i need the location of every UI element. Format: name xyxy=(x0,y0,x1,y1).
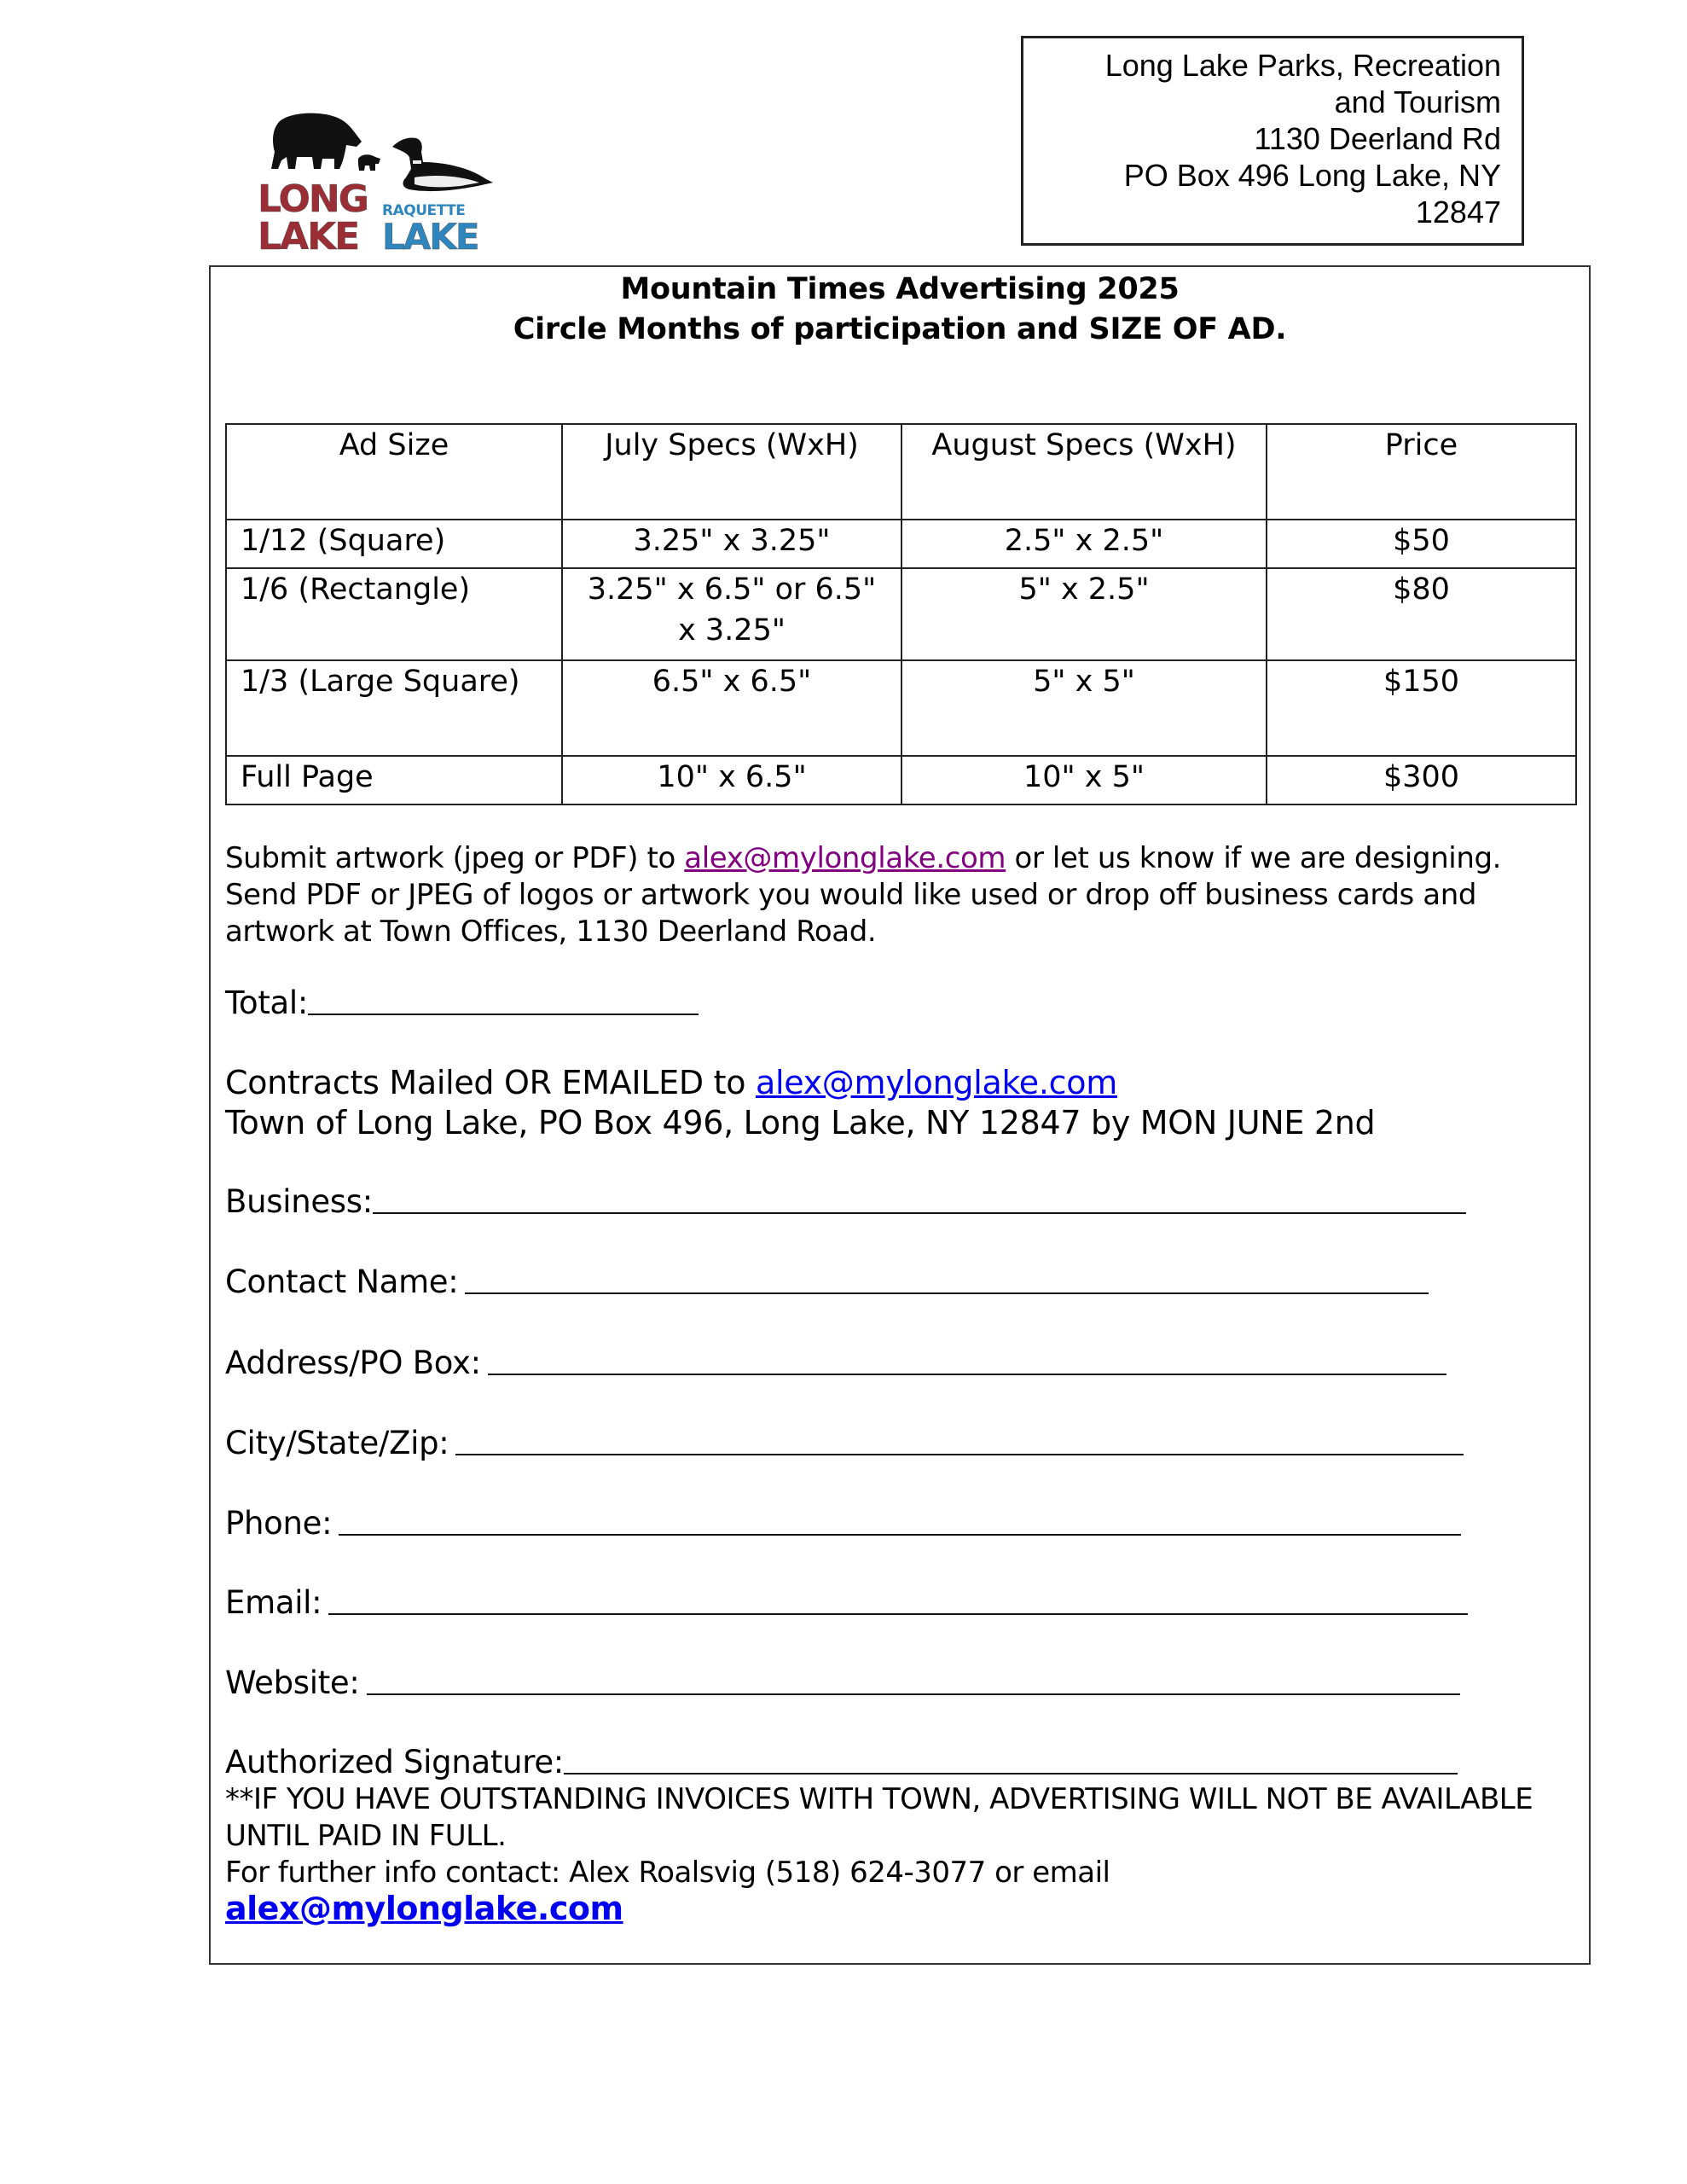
phone-label: Phone: xyxy=(225,1505,333,1542)
contact-name-label: Contact Name: xyxy=(225,1263,459,1300)
contact-email-link[interactable]: alex@mylonglake.com xyxy=(225,1890,623,1927)
phone-input-line[interactable] xyxy=(339,1534,1461,1536)
form-title-block xyxy=(211,267,1589,350)
cell-august-spec[interactable]: 2.5" x 2.5" xyxy=(901,520,1267,568)
business-input-line[interactable] xyxy=(373,1212,1466,1214)
contact-name-field[interactable] xyxy=(225,1263,1429,1302)
submit-text-after: or let us know if we are designing. Send PDF or JPEG of logos or artwork you would like used or drop off business cards and artwork at Town Offices, 1130 Deerland Road. xyxy=(225,841,1502,949)
cell-ad-size[interactable]: Full Page xyxy=(226,756,562,804)
cell-ad-size[interactable]: 1/12 (Square) xyxy=(226,520,562,568)
cell-august-spec[interactable]: 10" x 5" xyxy=(901,756,1267,804)
address-label: Address/PO Box: xyxy=(225,1345,481,1381)
address-line: Long Lake Parks, Recreation xyxy=(1104,48,1501,83)
total-field[interactable] xyxy=(225,984,699,1023)
address-box xyxy=(1021,36,1524,246)
cell-july-spec[interactable]: 3.25" x 6.5" or 6.5" x 3.25" xyxy=(562,568,901,660)
form-subtitle: Circle Months of participation and SIZE OF AD. xyxy=(513,312,1287,346)
website-input-line[interactable] xyxy=(367,1693,1460,1695)
table-row[interactable] xyxy=(226,568,1576,660)
bear-icon xyxy=(271,113,380,171)
website-field[interactable] xyxy=(225,1664,1460,1703)
contact-email-wrap xyxy=(225,1891,1581,1929)
website-label: Website: xyxy=(225,1664,360,1701)
header-price: Price xyxy=(1267,424,1576,520)
total-input-line[interactable] xyxy=(308,1014,699,1015)
table-header-row xyxy=(226,424,1576,520)
ad-size-table xyxy=(225,423,1577,805)
submit-text-before: Submit artwork (jpeg or PDF) to xyxy=(225,841,685,875)
signature-label: Authorized Signature: xyxy=(225,1744,564,1780)
cell-price: $80 xyxy=(1267,568,1576,660)
submit-email-link[interactable]: alex@mylonglake.com xyxy=(684,841,1006,875)
outstanding-invoices-notice: **IF YOU HAVE OUTSTANDING INVOICES WITH TOWN, ADVERTISING WILL NOT BE AVAILABLE UNTIL PAID IN FULL. xyxy=(225,1782,1533,1853)
address-line: PO Box 496 Long Lake, NY xyxy=(1123,158,1501,193)
address-line: and Tourism xyxy=(1334,84,1501,119)
further-info-contact: For further info contact: Alex Roalsvig (518) 624-3077 or email xyxy=(225,1856,1110,1890)
cell-ad-size[interactable]: 1/3 (Large Square) xyxy=(226,660,562,756)
header-july-specs: July Specs (WxH) xyxy=(562,424,901,520)
contracts-email-link[interactable]: alex@mylonglake.com xyxy=(755,1064,1117,1101)
table-row[interactable] xyxy=(226,756,1576,804)
cell-july-spec[interactable]: 3.25" x 3.25" xyxy=(562,520,901,568)
business-label: Business: xyxy=(225,1183,373,1220)
header-ad-size: Ad Size xyxy=(226,424,562,520)
address-input-line[interactable] xyxy=(488,1374,1446,1375)
city-state-zip-input-line[interactable] xyxy=(455,1454,1464,1455)
contact-name-input-line[interactable] xyxy=(465,1292,1429,1294)
cell-ad-size[interactable]: 1/6 (Rectangle) xyxy=(226,568,562,660)
contracts-address: Town of Long Lake, PO Box 496, Long Lake, NY 12847 by MON JUNE 2nd xyxy=(225,1104,1376,1141)
email-field[interactable] xyxy=(225,1583,1468,1623)
city-state-zip-field[interactable] xyxy=(225,1424,1464,1463)
cell-july-spec[interactable]: 6.5" x 6.5" xyxy=(562,660,901,756)
header-august-specs: August Specs (WxH) xyxy=(901,424,1267,520)
loon-icon xyxy=(392,137,493,191)
contracts-paragraph xyxy=(225,1063,1581,1143)
long-lake-raquette-lake-logo xyxy=(256,109,503,254)
submit-artwork-paragraph xyxy=(225,840,1581,950)
address-field[interactable] xyxy=(225,1344,1446,1383)
logo-text-raquette-lake: LAKE xyxy=(382,216,478,254)
email-input-line[interactable] xyxy=(328,1613,1468,1615)
table-row[interactable] xyxy=(226,660,1576,756)
email-label: Email: xyxy=(225,1584,322,1621)
cell-price: $150 xyxy=(1267,660,1576,756)
contracts-text: Contracts Mailed OR EMAILED to xyxy=(225,1064,756,1101)
cell-august-spec[interactable]: 5" x 2.5" xyxy=(901,568,1267,660)
signature-field[interactable] xyxy=(225,1743,1458,1782)
logo-text-raquette: RAQUETTE xyxy=(382,202,466,219)
business-field[interactable] xyxy=(225,1182,1466,1222)
phone-field[interactable] xyxy=(225,1504,1461,1543)
logo-text-lake: LAKE xyxy=(258,215,359,254)
logo-text-long: LONG xyxy=(258,177,368,221)
address-line: 12847 xyxy=(1415,195,1501,229)
table-row[interactable] xyxy=(226,520,1576,568)
cell-august-spec[interactable]: 5" x 5" xyxy=(901,660,1267,756)
cell-july-spec[interactable]: 10" x 6.5" xyxy=(562,756,901,804)
logo-graphic xyxy=(256,109,503,254)
advertising-form xyxy=(209,265,1591,1965)
cell-price: $50 xyxy=(1267,520,1576,568)
cell-price: $300 xyxy=(1267,756,1576,804)
city-state-zip-label: City/State/Zip: xyxy=(225,1425,449,1461)
signature-input-line[interactable] xyxy=(564,1773,1458,1774)
total-label: Total: xyxy=(225,985,309,1021)
address-line: 1130 Deerland Rd xyxy=(1254,121,1501,156)
form-title: Mountain Times Advertising 2025 xyxy=(620,272,1180,306)
